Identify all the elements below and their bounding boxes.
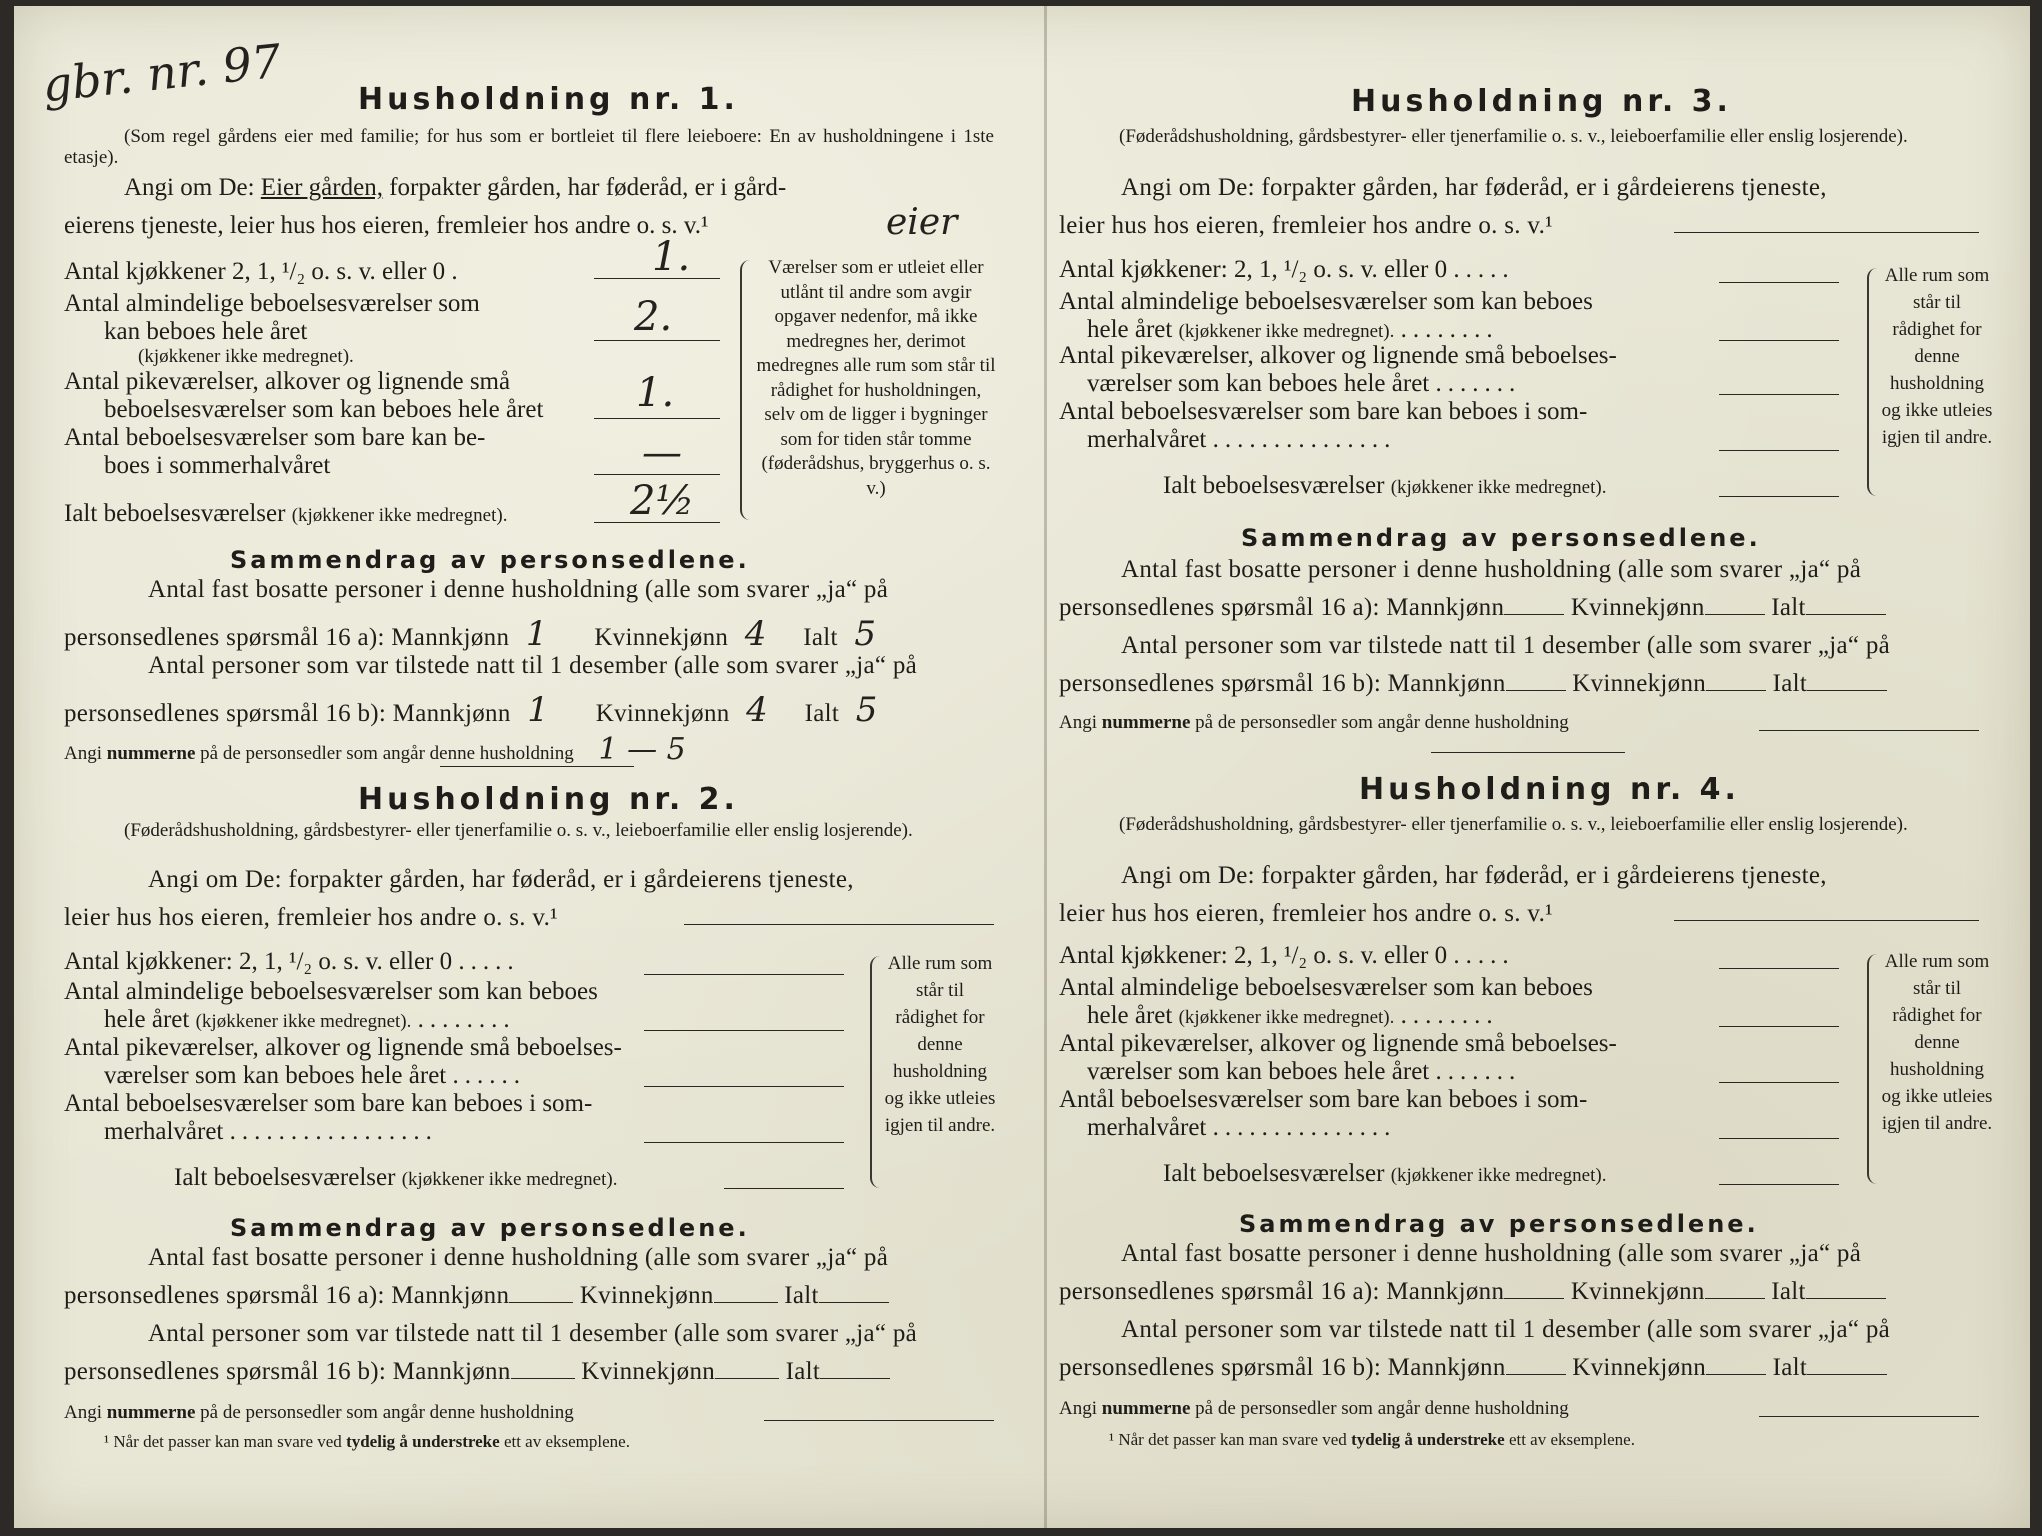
h2-til-line1: Antal personer som var tilstede natt til 1 desember (alle som svarer „ja“ på <box>148 1320 918 1347</box>
h2-summary-title: Sammendrag av personsedlene. <box>230 1214 750 1242</box>
h1-til-line1: Antal personer som var tilstede natt til 1 desember (alle som svarer „ja“ på <box>148 652 918 679</box>
h3-pike-label1: Antal pikeværelser, alkover og lignende små beboelses- <box>1059 342 1617 369</box>
h2-alm-label1: Antal almindelige beboelsesværelser som kan beboes <box>64 978 598 1005</box>
h1-fast-line1: Antal fast bosatte personer i denne husholdning (alle som svarer „ja“ på <box>148 576 889 603</box>
h1-nummerne-line: Angi nummerne på de personsedler som angår denne husholdning 1 — 5 <box>64 732 686 767</box>
h4-til-line2: personsedlenes spørsmål 16 b): Mannkjønn Kvinnekjønn Ialt <box>1059 1354 1887 1382</box>
h1-til-line2: personsedlenes spørsmål 16 b): Mannkjønn 1 Kvinnekjønn 4 Ialt 5 <box>64 690 878 730</box>
h2-til-line2: personsedlenes spørsmål 16 b): Mannkjønn Kvinnekjønn Ialt <box>64 1358 890 1386</box>
margin-handwritten-note: gbr. nr. 97 <box>39 33 284 113</box>
h3-alm-label1: Antal almindelige beboelsesværelser som kan beboes <box>1059 288 1593 315</box>
h1-ialt-label: Ialt beboelsesværelser (kjøkkener ikke medregnet). <box>64 500 508 527</box>
h4-kjokken-label: Antal kjøkkener: 2, 1, ¹/₂ o. s. v. eller 0 ..... <box>1059 942 1515 969</box>
h1-summary-title: Sammendrag av personsedlene. <box>230 546 750 574</box>
h1-sommer-label1: Antal beboelsesværelser som bare kan be- <box>64 424 486 451</box>
h3-title: Husholdning nr. 3. <box>1351 84 1732 119</box>
h4-alm-label2: hele året (kjøkkener ikke medregnet). ........ <box>1087 1002 1499 1029</box>
h1-kjokken-label: Antal kjøkkener 2, 1, ¹/₂ o. s. v. eller 0 . <box>64 258 458 285</box>
h1-pike-value[interactable]: 1. <box>636 370 675 416</box>
h4-nummerne-line: Angi nummerne på de personsedler som angår denne husholdning <box>1059 1398 1569 1419</box>
h1-fast-ialt: 5 <box>854 614 877 654</box>
census-form-sheet <box>14 6 2030 1528</box>
h2-nummerne-line-field <box>764 1420 994 1421</box>
h3-ialt-line <box>1719 496 1839 497</box>
h2-title: Husholdning nr. 2. <box>358 782 739 817</box>
h3-brace <box>1867 268 1881 496</box>
h2-kjokken-label: Antal kjøkkener: 2, 1, ¹/₂ o. s. v. eller 0 ..... <box>64 948 520 975</box>
h3-angi-line <box>1674 232 1979 233</box>
h2-footnote: ¹ Når det passer kan man svare ved tydelig å understreke ett av eksemplene. <box>104 1432 630 1451</box>
h4-nummerne-line-field <box>1759 1416 1979 1417</box>
h1-separator <box>440 766 634 767</box>
h4-side-note: Alle rum som står til rådighet for denne husholdning og ikke utleies igjen til andre. <box>1881 951 1993 1134</box>
h1-side-note: Værelser som er utleiet eller utlånt til andre som avgir opgaver nedenfor, må ikke medregnes her, derimot medregnes alle rum som står til rådighet for husholdningen, selv om de ligger i bygninger som for tiden står tomme (føderådshus, bryggerhus o. s. v.) <box>756 257 996 499</box>
h2-ialt-label: Ialt beboelsesværelser (kjøkkener ikke medregnet). <box>174 1164 618 1191</box>
h1-fast-line2: personsedlenes spørsmål 16 a): Mannkjønn 1 Kvinnekjønn 4 Ialt 5 <box>64 614 877 654</box>
h4-footnote: ¹ Når det passer kan man svare ved tydelig å understreke ett av eksemplene. <box>1109 1430 1635 1449</box>
h1-fast-mann: 1 <box>525 614 548 654</box>
h1-til-ialt: 5 <box>855 690 878 730</box>
h3-intro: (Føderådshusholdning, gårdsbestyrer- eller tjenerfamilie o. s. v., leieboerfamilie eller enslig losjerende). <box>1119 126 1908 147</box>
h2-pike-label1: Antal pikeværelser, alkover og lignende små beboelses- <box>64 1034 622 1061</box>
h2-alm-label2: hele året (kjøkkener ikke medregnet). ........ <box>104 1006 516 1033</box>
h1-til-mann: 1 <box>527 690 550 730</box>
h2-fast-line1: Antal fast bosatte personer i denne husholdning (alle som svarer „ja“ på <box>148 1244 889 1271</box>
h3-kjokken-line <box>1719 282 1839 283</box>
h1-til-kvinne: 4 <box>746 690 769 730</box>
h3-side-note: Alle rum som står til rådighet for denne husholdning og ikke utleies igjen til andre. <box>1881 265 1993 448</box>
h4-pike-label2: værelser som kan beboes hele året ....... <box>1087 1058 1522 1085</box>
h4-pike-line <box>1719 1082 1839 1083</box>
h2-angi-line2: leier hus hos eieren, fremleier hos andre o. s. v.¹ <box>64 904 558 931</box>
h3-alm-line <box>1719 340 1839 341</box>
h4-fast-line2: personsedlenes spørsmål 16 a): Mannkjønn Kvinnekjønn Ialt <box>1059 1278 1886 1306</box>
h2-alm-line <box>644 1030 844 1031</box>
h1-alm-label3: (kjøkkener ikke medregnet). <box>138 346 354 367</box>
h1-pike-label2: beboelsesværelser som kan beboes hele året <box>104 396 544 423</box>
h1-sommer-label2: boes i sommerhalvåret <box>104 452 331 479</box>
h4-til-line1: Antal personer som var tilstede natt til 1 desember (alle som svarer „ja“ på <box>1121 1316 1891 1343</box>
h4-intro: (Føderådshusholdning, gårdsbestyrer- eller tjenerfamilie o. s. v., leieboerfamilie eller enslig losjerende). <box>1119 814 1908 835</box>
h1-angi-answer[interactable]: eier <box>886 202 958 243</box>
h3-nummerne-line-field <box>1759 730 1979 731</box>
h4-ialt-line <box>1719 1184 1839 1185</box>
h1-nummerne-value: 1 — 5 <box>598 732 686 767</box>
h1-pike-label1: Antal pikeværelser, alkover og lignende små <box>64 368 511 395</box>
h4-title: Husholdning nr. 4. <box>1359 772 1740 807</box>
h1-sommer-value[interactable]: — <box>642 430 682 476</box>
page-fold <box>1044 6 1047 1528</box>
h4-alm-label1: Antal almindelige beboelsesværelser som kan beboes <box>1059 974 1593 1001</box>
h3-sommer-label2: merhalvåret ............... <box>1087 426 1397 453</box>
h4-angi-line1: Angi om De: forpakter gården, har føderåd, er i gårdeierens tjeneste, <box>1121 862 1827 889</box>
h2-sommer-label2: merhalvåret ................. <box>104 1118 438 1145</box>
h2-side-note: Alle rum som står til rådighet for denne husholdning og ikke utleies igjen til andre. <box>884 953 996 1136</box>
h3-sommer-label1: Antal beboelsesværelser som bare kan beboes i som- <box>1059 398 1588 425</box>
h1-title: Husholdning nr. 1. <box>358 82 739 117</box>
h4-summary-title: Sammendrag av personsedlene. <box>1239 1210 1759 1238</box>
h2-fast-line2: personsedlenes spørsmål 16 a): Mannkjønn Kvinnekjønn Ialt <box>64 1282 889 1310</box>
h3-summary-title: Sammendrag av personsedlene. <box>1241 524 1761 552</box>
h3-sommer-line <box>1719 450 1839 451</box>
h1-alm-line <box>594 340 720 341</box>
h2-intro: (Føderådshusholdning, gårdsbestyrer- eller tjenerfamilie o. s. v., leieboerfamilie eller enslig losjerende). <box>124 820 913 841</box>
h2-pike-label2: værelser som kan beboes hele året ...... <box>104 1062 526 1089</box>
h1-alm-label1: Antal almindelige beboelsesværelser som <box>64 290 480 317</box>
h4-ialt-label: Ialt beboelsesværelser (kjøkkener ikke medregnet). <box>1163 1160 1607 1187</box>
h3-fast-line1: Antal fast bosatte personer i denne husholdning (alle som svarer „ja“ på <box>1121 556 1862 583</box>
h2-pike-line <box>644 1086 844 1087</box>
h3-angi-line2: leier hus hos eieren, fremleier hos andre o. s. v.¹ <box>1059 212 1553 239</box>
h4-sommer-label2: merhalvåret ............... <box>1087 1114 1397 1141</box>
h1-alm-value[interactable]: 2. <box>634 294 673 340</box>
h1-angi-line2: eierens tjeneste, leier hus hos eieren, fremleier hos andre o. s. v.¹ <box>64 212 709 239</box>
h2-kjokken-line <box>644 974 844 975</box>
h4-brace <box>1867 954 1881 1184</box>
h3-separator <box>1431 752 1625 753</box>
h4-angi-line <box>1674 920 1979 921</box>
h2-brace <box>870 956 884 1188</box>
h4-fast-line1: Antal fast bosatte personer i denne husholdning (alle som svarer „ja“ på <box>1121 1240 1862 1267</box>
h2-ialt-line <box>724 1188 844 1189</box>
h1-alm-label2: kan beboes hele året <box>104 318 308 345</box>
h3-ialt-label: Ialt beboelsesværelser (kjøkkener ikke medregnet). <box>1163 472 1607 499</box>
h3-pike-line <box>1719 394 1839 395</box>
h2-sommer-label1: Antal beboelsesværelser som bare kan beboes i som- <box>64 1090 593 1117</box>
h1-intro: (Som regel gårdens eier med familie; for hus som er bortleiet til flere leieboere: En av husholdningene i 1ste etasje). <box>64 126 994 168</box>
h1-ialt-value[interactable]: 2½ <box>630 478 695 524</box>
h3-til-line2: personsedlenes spørsmål 16 b): Mannkjønn Kvinnekjønn Ialt <box>1059 670 1887 698</box>
h2-nummerne-line: Angi nummerne på de personsedler som angår denne husholdning <box>64 1402 574 1423</box>
h2-sommer-line <box>644 1142 844 1143</box>
h1-fast-kvinne: 4 <box>744 614 767 654</box>
h1-brace <box>740 260 754 520</box>
h4-sommer-label1: Antål beboelsesværelser som bare kan beboes i som- <box>1059 1086 1588 1113</box>
h1-angi-line1: Angi om De: Eier gården, forpakter gården, har føderåd, er i gård- <box>124 174 787 201</box>
h3-nummerne-line: Angi nummerne på de personsedler som angår denne husholdning <box>1059 712 1569 733</box>
h1-pike-line <box>594 418 720 419</box>
h3-angi-line1: Angi om De: forpakter gården, har føderåd, er i gårdeierens tjeneste, <box>1121 174 1827 201</box>
h2-angi-line1: Angi om De: forpakter gården, har føderåd, er i gårdeierens tjeneste, <box>148 866 854 893</box>
h4-pike-label1: Antal pikeværelser, alkover og lignende små beboelses- <box>1059 1030 1617 1057</box>
h1-kjokken-value[interactable]: 1. <box>652 234 691 280</box>
h3-pike-label2: værelser som kan beboes hele året ....... <box>1087 370 1522 397</box>
h1-underlined-answer: Eier gården, <box>260 174 383 201</box>
h4-sommer-line <box>1719 1138 1839 1139</box>
h3-fast-line2: personsedlenes spørsmål 16 a): Mannkjønn Kvinnekjønn Ialt <box>1059 594 1886 622</box>
h3-til-line1: Antal personer som var tilstede natt til 1 desember (alle som svarer „ja“ på <box>1121 632 1891 659</box>
h4-kjokken-line <box>1719 968 1839 969</box>
h3-alm-label2: hele året (kjøkkener ikke medregnet). ........ <box>1087 316 1499 343</box>
h3-kjokken-label: Antal kjøkkener: 2, 1, ¹/₂ o. s. v. eller 0 ..... <box>1059 256 1515 283</box>
h2-angi-line <box>684 924 994 925</box>
h4-angi-line2: leier hus hos eieren, fremleier hos andre o. s. v.¹ <box>1059 900 1553 927</box>
h4-alm-line <box>1719 1026 1839 1027</box>
